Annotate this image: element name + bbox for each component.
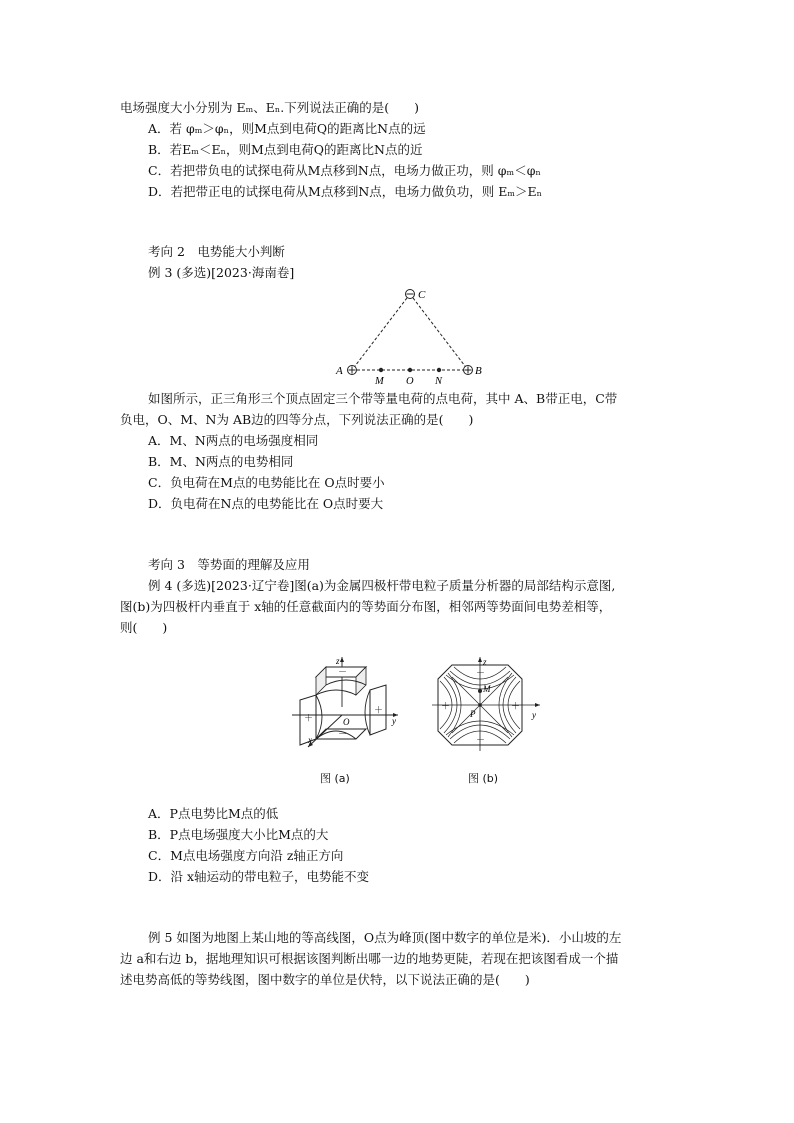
origin-o: O bbox=[343, 717, 350, 727]
label-a: A bbox=[336, 365, 343, 377]
example5-line-1: 例 5 如图为地图上某山地的等高线图，O点为峰顶(图中数字的单位是米)．小山坡的左 bbox=[148, 930, 622, 945]
svg-text:－: － bbox=[476, 736, 486, 746]
label-o: O bbox=[406, 376, 414, 386]
question-stem: 电场强度大小分别为 Eₘ、Eₙ.下列说法正确的是( ) bbox=[120, 100, 420, 115]
axis-z: z bbox=[336, 656, 340, 666]
triangle-figure bbox=[330, 282, 500, 386]
point-o bbox=[408, 368, 412, 372]
stem-line-2: 图(b)为四极杆内垂直于 x轴的任意截面内的等势面分布图，相邻两等势面间电势差相等， bbox=[120, 599, 612, 614]
svg-text:－: － bbox=[338, 730, 348, 740]
figure-b-caption: 图 (b) bbox=[468, 772, 499, 785]
example-title: 例 3 (多选)[2023·海南卷] bbox=[148, 265, 295, 280]
point-n bbox=[437, 368, 441, 372]
example5-line-2: 边 a和右边 b，据地理知识可根据该图判断出哪一边的地势更陡，若现在把该图看成一个描 bbox=[120, 951, 619, 966]
label-p: P bbox=[470, 709, 476, 719]
point-m bbox=[478, 689, 482, 693]
label-m: M bbox=[375, 376, 384, 386]
svg-text:＋: ＋ bbox=[441, 702, 451, 712]
option-c: C．M点电场强度方向沿 z轴正方向 bbox=[148, 848, 344, 863]
axis-y: y bbox=[532, 710, 536, 720]
option-d: D．沿 x轴运动的带电粒子，电势能不变 bbox=[148, 869, 370, 884]
option-a: A．M、N两点的电场强度相同 bbox=[148, 433, 319, 448]
section-heading: 考向 2 电势能大小判断 bbox=[148, 244, 285, 259]
svg-text:－: － bbox=[476, 669, 486, 679]
svg-text:＋: ＋ bbox=[374, 706, 384, 716]
label-b: B bbox=[475, 365, 482, 377]
option-b: B．P点电场强度大小比M点的大 bbox=[148, 827, 329, 842]
option-c: C．负电荷在M点的电势能比在 O点时要小 bbox=[148, 475, 385, 490]
figure-a-quadrupole bbox=[286, 655, 406, 755]
stem-line-1: 例 4 (多选)[2023·辽宁卷]图(a)为金属四极杆带电粒子质量分析器的局部结构示意图, bbox=[148, 578, 616, 593]
example5-line-3: 述电势高低的等势线图，图中数字的单位是伏特，以下说法正确的是( ) bbox=[120, 972, 530, 987]
label-n: N bbox=[435, 376, 443, 386]
axis-y: y bbox=[392, 716, 396, 726]
label-c: C bbox=[418, 289, 426, 301]
option-c: C．若把带负电的试探电荷从M点移到N点，电场力做正功，则 φₘ＜φₙ bbox=[148, 163, 541, 178]
axis-x: x bbox=[308, 735, 312, 745]
option-d: D．若把带正电的试探电荷从M点移到N点，电场力做负功，则 Eₘ＞Eₙ bbox=[148, 184, 543, 199]
svg-text:＋: ＋ bbox=[304, 714, 314, 724]
stem-line-2: 负电，O、M、N为 AB边的四等分点，下列说法正确的是( ) bbox=[120, 412, 474, 427]
option-b: B．M、N两点的电势相同 bbox=[148, 454, 294, 469]
label-m: M bbox=[483, 684, 491, 694]
svg-text:＋: ＋ bbox=[511, 702, 521, 712]
option-d: D．负电荷在N点的电势能比在 O点时要大 bbox=[148, 496, 384, 511]
section-heading: 考向 3 等势面的理解及应用 bbox=[148, 557, 310, 572]
figure-b-equipotential bbox=[432, 657, 546, 753]
option-a: A．若 φₘ＞φₙ，则M点到电荷Q的距离比N点的远 bbox=[148, 121, 426, 136]
point-p bbox=[478, 703, 482, 707]
axis-z: z bbox=[483, 657, 487, 667]
figure-a-caption: 图 (a) bbox=[320, 772, 350, 785]
stem-line-1: 如图所示，正三角形三个顶点固定三个带等量电荷的点电荷，其中 A、B带正电，C带 bbox=[148, 391, 618, 406]
option-b: B．若Eₘ＜Eₙ，则M点到电荷Q的距离比N点的近 bbox=[148, 142, 423, 157]
option-a: A．P点电势比M点的低 bbox=[148, 806, 279, 821]
svg-text:－: － bbox=[338, 668, 348, 678]
stem-line-3: 则( ) bbox=[120, 620, 168, 635]
point-m bbox=[379, 368, 383, 372]
